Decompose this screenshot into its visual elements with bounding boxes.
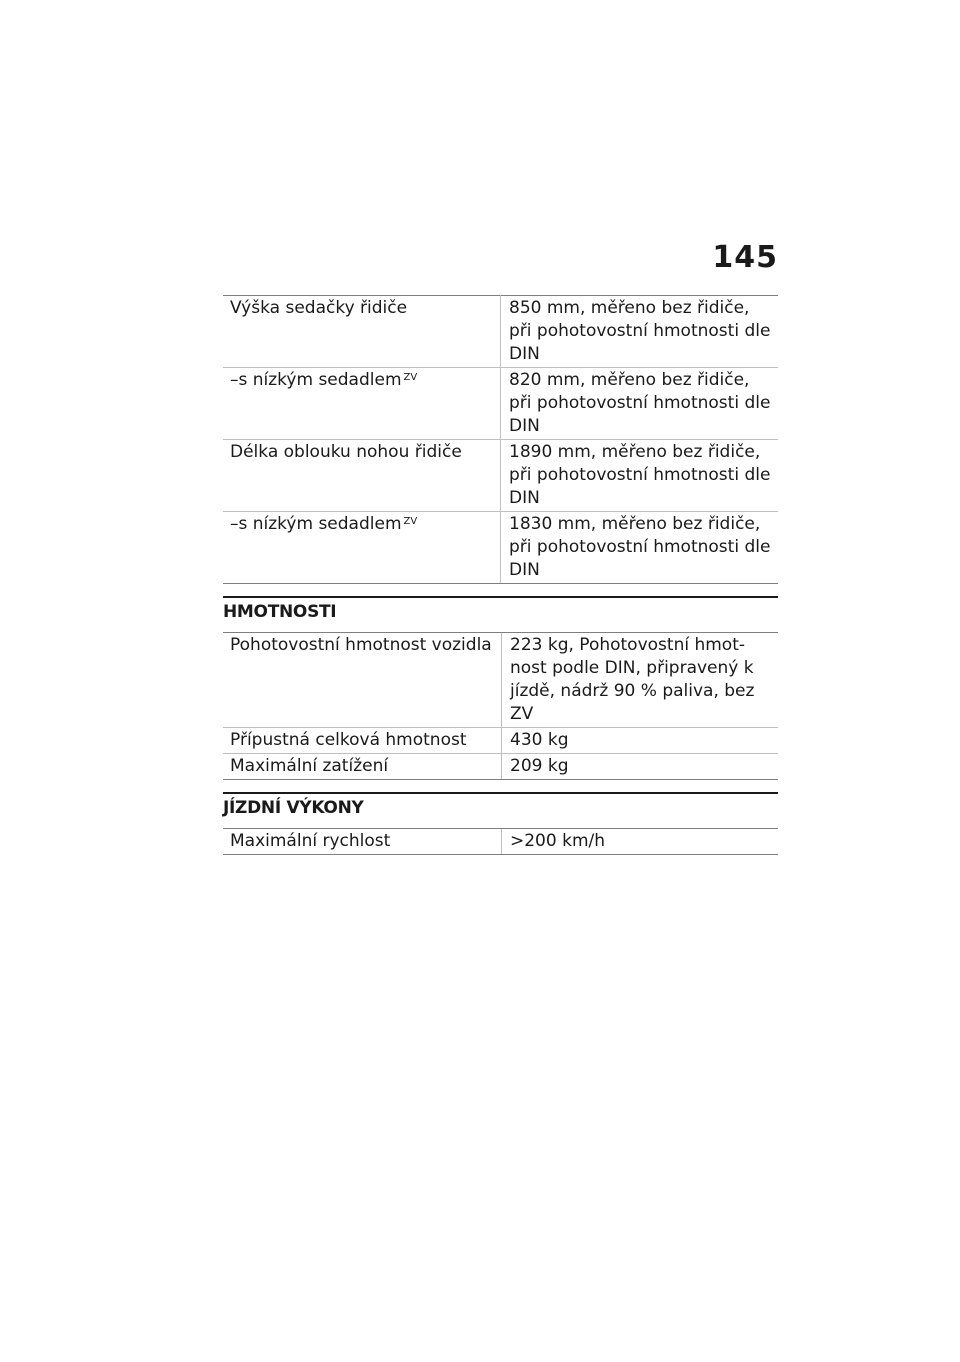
- section-divider: [223, 792, 778, 829]
- row-value: 1830 mm, měřeno bez řidiče, při pohotovostní hmotnosti dle DIN: [501, 512, 779, 584]
- row-value: >200 km/h: [502, 829, 779, 855]
- section-divider: [223, 596, 778, 633]
- row-value: 850 mm, měřeno bez řidiče, při pohotovostní hmotnosti dle DIN: [501, 296, 779, 368]
- section-title: HMOTNOSTI: [223, 601, 778, 633]
- row-label: Délka oblouku nohou řidiče: [223, 440, 501, 512]
- section-title: JÍZDNÍ VÝKONY: [223, 797, 778, 829]
- row-value: 1890 mm, měřeno bez řidiče, při pohotovostní hmotnosti dle DIN: [501, 440, 779, 512]
- table-row: [223, 754, 778, 780]
- row-label: –s nízkým sedadlem $^{ZV}$: [223, 368, 501, 440]
- row-value: 430 kg: [502, 728, 779, 754]
- row-label: Přípustná celková hmotnost: [223, 728, 502, 754]
- table-row: [223, 440, 778, 512]
- seat-dimensions-section: [223, 295, 778, 584]
- table-row: [223, 728, 778, 754]
- performance-section: [223, 792, 778, 855]
- row-value: 223 kg, Pohotovostní hmot-nost podle DIN, připravený k jízdě, nádrž 90 % paliva, bez ZV: [502, 633, 779, 728]
- table-row: [223, 296, 778, 368]
- table-row: [223, 633, 778, 728]
- row-label: Maximální rychlost: [223, 829, 502, 855]
- page-number: 145: [712, 240, 778, 275]
- row-label: Pohotovostní hmotnost vozidla: [223, 633, 502, 728]
- row-label: Výška sedačky řidiče: [223, 296, 501, 368]
- table-row: [223, 829, 778, 855]
- performance-table: [223, 829, 778, 855]
- seat-dimensions-table: [223, 295, 778, 584]
- weights-section: [223, 596, 778, 780]
- weights-table: [223, 633, 778, 780]
- table-row: [223, 368, 778, 440]
- row-value: 820 mm, měřeno bez řidiče, při pohotovostní hmotnosti dle DIN: [501, 368, 779, 440]
- row-label: Maximální zatížení: [223, 754, 502, 780]
- row-value: 209 kg: [502, 754, 779, 780]
- row-label: –s nízkým sedadlem $^{ZV}$: [223, 512, 501, 584]
- table-row: [223, 512, 778, 584]
